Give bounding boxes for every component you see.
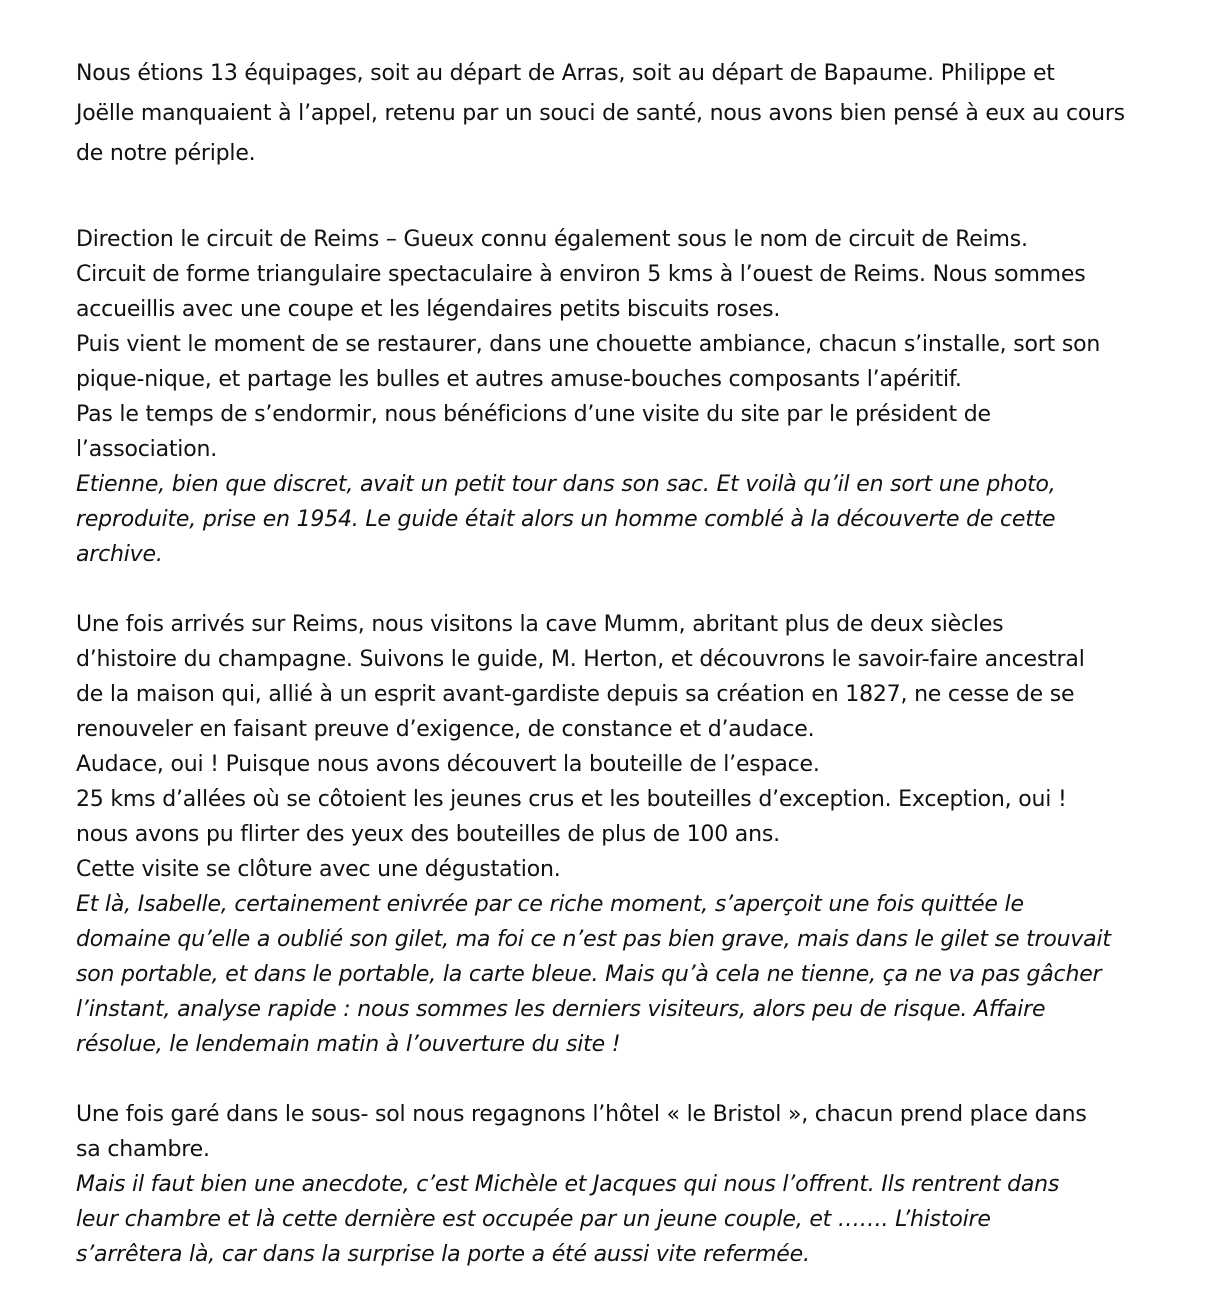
- text-line: pique-nique, et partage les bulles et autres amuse-bouches composants l’apéritif.: [76, 367, 962, 392]
- text-line: l’association.: [76, 437, 217, 462]
- text-line: accueillis avec une coupe et les légendaires petits biscuits roses.: [76, 297, 781, 322]
- text-line: Circuit de forme triangulaire spectaculaire à environ 5 kms à l’ouest de Reims. Nous sommes: [76, 262, 1086, 287]
- text-line: Direction le circuit de Reims – Gueux connu également sous le nom de circuit de Reims.: [76, 227, 1028, 252]
- paragraph-hotel: [76, 1097, 1176, 1272]
- italic-text-line: reproduite, prise en 1954. Le guide était alors un homme comblé à la découverte de cette: [76, 507, 1056, 532]
- text-line: nous avons pu flirter des yeux des bouteilles de plus de 100 ans.: [76, 822, 780, 847]
- text-line: Puis vient le moment de se restaurer, dans une chouette ambiance, chacun s’installe, sort son: [76, 332, 1101, 357]
- text-line: de notre périple.: [76, 141, 256, 166]
- paragraph-spacer: [76, 572, 1176, 607]
- italic-text-line: archive.: [76, 542, 163, 567]
- paragraph-mumm: [76, 607, 1176, 1062]
- text-line: 25 kms d’allées où se côtoient les jeunes crus et les bouteilles d’exception. Exception, oui !: [76, 787, 1067, 812]
- paragraph-circuit: [76, 222, 1176, 572]
- text-line: Une fois arrivés sur Reims, nous visitons la cave Mumm, abritant plus de deux siècles: [76, 612, 1004, 637]
- italic-text-line: résolue, le lendemain matin à l’ouverture du site !: [76, 1032, 621, 1057]
- italic-text-line: Etienne, bien que discret, avait un petit tour dans son sac. Et voilà qu’il en sort une photo,: [76, 472, 1056, 497]
- italic-text-line: son portable, et dans le portable, la carte bleue. Mais qu’à cela ne tienne, ça ne va pas gâcher: [76, 962, 1102, 987]
- text-line: d’histoire du champagne. Suivons le guide, M. Herton, et découvrons le savoir-faire ancestral: [76, 647, 1085, 672]
- italic-text-line: leur chambre et là cette dernière est occupée par un jeune couple, et ……. L’histoire: [76, 1207, 991, 1232]
- italic-text-line: Mais il faut bien une anecdote, c’est Michèle et Jacques qui nous l’offrent. Ils rentrent dans: [76, 1172, 1060, 1197]
- text-line: Audace, oui ! Puisque nous avons découvert la bouteille de l’espace.: [76, 752, 820, 777]
- italic-text-line: s’arrêtera là, car dans la surprise la porte a été aussi vite refermée.: [76, 1242, 810, 1267]
- text-line: sa chambre.: [76, 1137, 210, 1162]
- document-page: [76, 54, 1176, 1272]
- paragraph-intro: [76, 54, 1176, 174]
- text-line: Pas le temps de s’endormir, nous bénéficions d’une visite du site par le président de: [76, 402, 991, 427]
- paragraph-spacer: [76, 174, 1176, 222]
- text-line: renouveler en faisant preuve d’exigence, de constance et d’audace.: [76, 717, 815, 742]
- italic-text-line: domaine qu’elle a oublié son gilet, ma foi ce n’est pas bien grave, mais dans le gilet se trouvait: [76, 927, 1111, 952]
- italic-text-line: l’instant, analyse rapide : nous sommes les derniers visiteurs, alors peu de risque. Affaire: [76, 997, 1046, 1022]
- paragraph-spacer: [76, 1062, 1176, 1097]
- text-line: Joëlle manquaient à l’appel, retenu par un souci de santé, nous avons bien pensé à eux au cours: [76, 101, 1125, 126]
- text-line: Une fois garé dans le sous- sol nous regagnons l’hôtel « le Bristol », chacun prend place dans: [76, 1102, 1087, 1127]
- text-line: Nous étions 13 équipages, soit au départ de Arras, soit au départ de Bapaume. Philippe et: [76, 61, 1055, 86]
- text-line: Cette visite se clôture avec une dégustation.: [76, 857, 561, 882]
- text-line: de la maison qui, allié à un esprit avant-gardiste depuis sa création en 1827, ne cesse de se: [76, 682, 1075, 707]
- italic-text-line: Et là, Isabelle, certainement enivrée par ce riche moment, s’aperçoit une fois quittée le: [76, 892, 1024, 917]
